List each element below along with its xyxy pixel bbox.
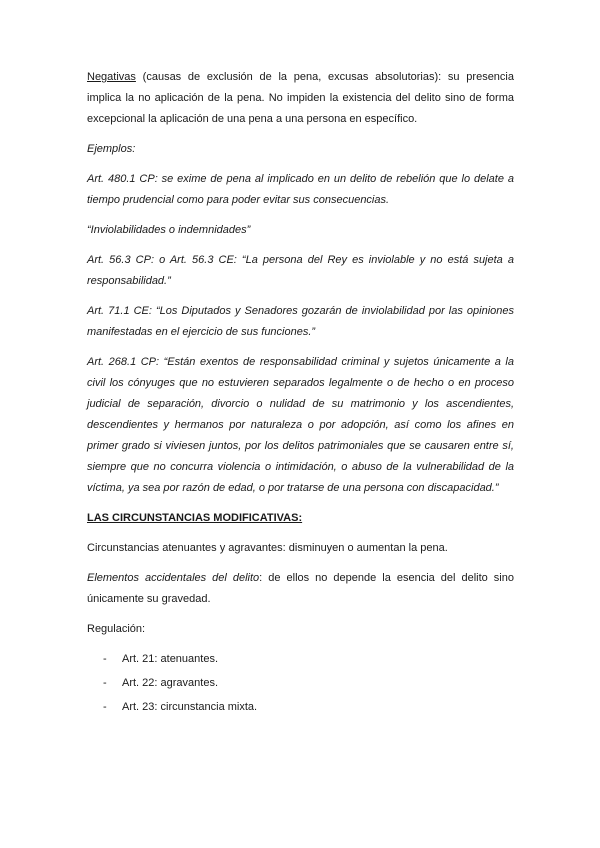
art-480-paragraph: Art. 480.1 CP: se exime de pena al implicado en un delito de rebelión que lo delate a tiempo prudencial como para poder evitar sus consecuencias.	[87, 173, 514, 206]
document-page	[87, 67, 514, 721]
list-item	[87, 697, 514, 718]
circunstancias-paragraph: Circunstancias atenuantes y agravantes: disminuyen o aumentan la pena.	[87, 542, 448, 554]
elementos-paragraph	[87, 568, 514, 610]
list-item-text: Art. 23: circunstancia mixta.	[122, 701, 258, 713]
negativas-paragraph	[87, 67, 514, 130]
inviolabilidades-paragraph: “Inviolabilidades o indemnidades”	[87, 224, 251, 236]
elementos-text: : de ellos no depende la esencia del delito sino únicamente su gravedad.	[87, 572, 514, 605]
regulacion-label: Regulación:	[87, 623, 146, 635]
list-dash: -	[103, 653, 107, 665]
list-item-text: Art. 22: agravantes.	[122, 677, 218, 689]
art-268-paragraph: Art. 268.1 CP: “Están exentos de responsabilidad criminal y sujetos únicamente a la civil los cónyuges que no estuvieren separados legalmente o de hecho o en proceso judicial de separación, divorcio o nulidad de su matrimonio y los ascendientes, descendientes y hermanos por naturaleza o por adopción, así como los afines en primer grado si viviesen juntos, por los delitos patrimoniales que se causaren entre sí, siempre que no concurra violencia o intimidación, o abuso de la vulnerabilidad de la víctima, ya sea por razón de edad, o por tratarse de una persona con discapacidad.”	[87, 356, 514, 494]
section-heading: LAS CIRCUNSTANCIAS MODIFICATIVAS:	[87, 512, 303, 524]
negativas-title: Negativas	[87, 71, 136, 83]
list-dash: -	[103, 701, 107, 713]
list-item	[87, 649, 514, 670]
regulacion-list	[87, 649, 514, 718]
list-item-text: Art. 21: atenuantes.	[122, 653, 219, 665]
negativas-text: (causas de exclusión de la pena, excusas absolutorias): su presencia implica la no aplicación de la pena. No impiden la existencia del delito sino de forma excepcional la aplicación de una pena a una persona en específico.	[87, 71, 514, 125]
list-item	[87, 673, 514, 694]
list-dash: -	[103, 677, 107, 689]
art-56-paragraph: Art. 56.3 CP: o Art. 56.3 CE: “La persona del Rey es inviolable y no está sujeta a responsabilidad.”	[87, 254, 514, 287]
art-71-paragraph: Art. 71.1 CE: “Los Diputados y Senadores gozarán de inviolabilidad por las opiniones manifestadas en el ejercicio de sus funciones.”	[87, 305, 514, 338]
elementos-label: Elementos accidentales del delito	[87, 572, 260, 584]
ejemplos-label: Ejemplos:	[87, 143, 136, 155]
